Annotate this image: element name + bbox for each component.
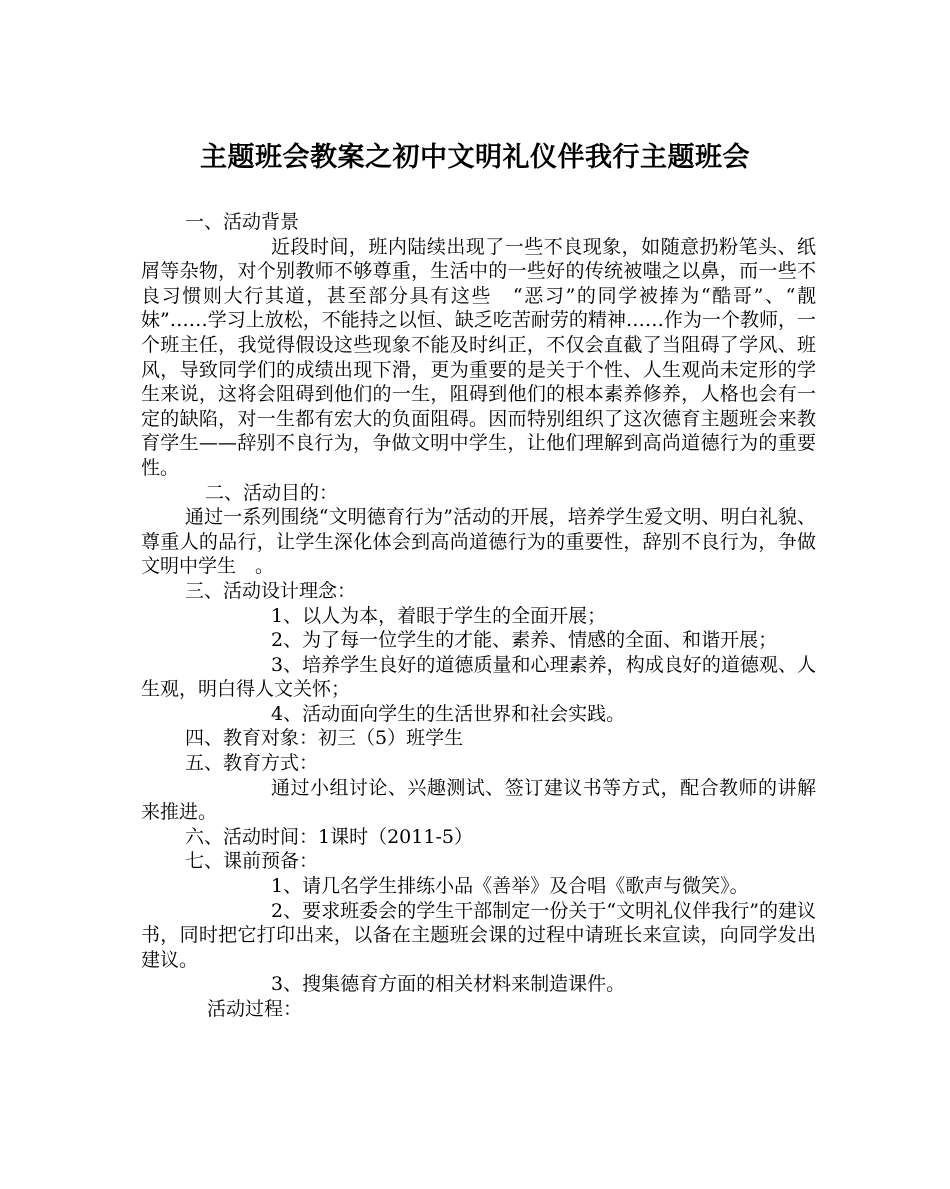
prep-item: 3、搜集德育方面的相关材料来制造课件。 bbox=[271, 973, 626, 996]
prep-item: 2、要求班委会的学生干部制定一份关于“文明礼仪伴我行”的建议书，同时把它打印出来，以备在主题班会课的过程中请班长来宣读，向同学发出建议。 bbox=[141, 899, 816, 971]
background-paragraph: 近段时间，班内陆续出现了一些不良现象，如随意扔粉笔头、纸屑等杂物，对个别教师不够尊重，生活中的一些好的传统被嗤之以鼻，而一些不良习惯则大行其道，甚至部分具有这些 “恶习”的同学被捧为“酷哥”、“靓妹”……学习上放松，不能持之以恒、缺乏吃苦耐劳的精神……作为一个教师，一个班主任，我觉得假设这些现象不能及时纠正，不仅会直截了当阻碍了学风、班风，导致同学们的成绩出现下滑，更为重要的是关于个性、人生观尚未定形的学生来说，这将会阻碍到他们的一生，阻碍到他们的根本素养修养，人格也会有一定的缺陷，对一生都有宏大的负面阻碍。因而特别组织了这次德育主题班会来教育学生——辞别不良行为，争做文明中学生，让他们理解到高尚道德行为的重要性。 bbox=[141, 235, 816, 479]
concept-item: 1、以人为本，着眼于学生的全面开展； bbox=[271, 604, 607, 627]
section-heading-prep: 七、课前预备： bbox=[185, 850, 319, 873]
concept-item: 2、为了每一位学生的才能、素养、情感的全面、和谐开展； bbox=[271, 629, 778, 652]
section-target: 四、教育对象：初三（5）班学生 bbox=[185, 727, 464, 750]
document-body bbox=[141, 210, 816, 1022]
prep-item: 1、请几名学生排练小品《善举》及合唱《歌声与微笑》。 bbox=[271, 875, 749, 898]
concept-item: 4、活动面向学生的生活世界和社会实践。 bbox=[271, 702, 626, 725]
section-heading-concept: 三、活动设计理念： bbox=[185, 579, 357, 602]
method-paragraph: 通过小组讨论、兴趣测试、签订建议书等方式，配合教师的讲解来推进。 bbox=[141, 776, 816, 824]
purpose-paragraph: 通过一系列围绕“文明德育行为”活动的开展，培养学生爱文明、明白礼貌、尊重人的品行，让学生深化体会到高尚道德行为的重要性，辞别不良行为，争做文明中学生 。 bbox=[141, 506, 816, 578]
section-heading-method: 五、教育方式： bbox=[185, 752, 319, 775]
document-title: 主题班会教案之初中文明礼仪伴我行主题班会 bbox=[200, 142, 750, 173]
section-time: 六、活动时间：1课时（2011-5） bbox=[185, 825, 473, 848]
section-heading-background: 一、活动背景 bbox=[185, 211, 300, 233]
concept-item: 3、培养学生良好的道德质量和心理素养，构成良好的道德观、人生观，明白得人文关怀； bbox=[141, 653, 816, 701]
section-heading-process: 活动过程： bbox=[207, 998, 303, 1020]
section-heading-purpose: 二、活动目的： bbox=[205, 481, 339, 504]
